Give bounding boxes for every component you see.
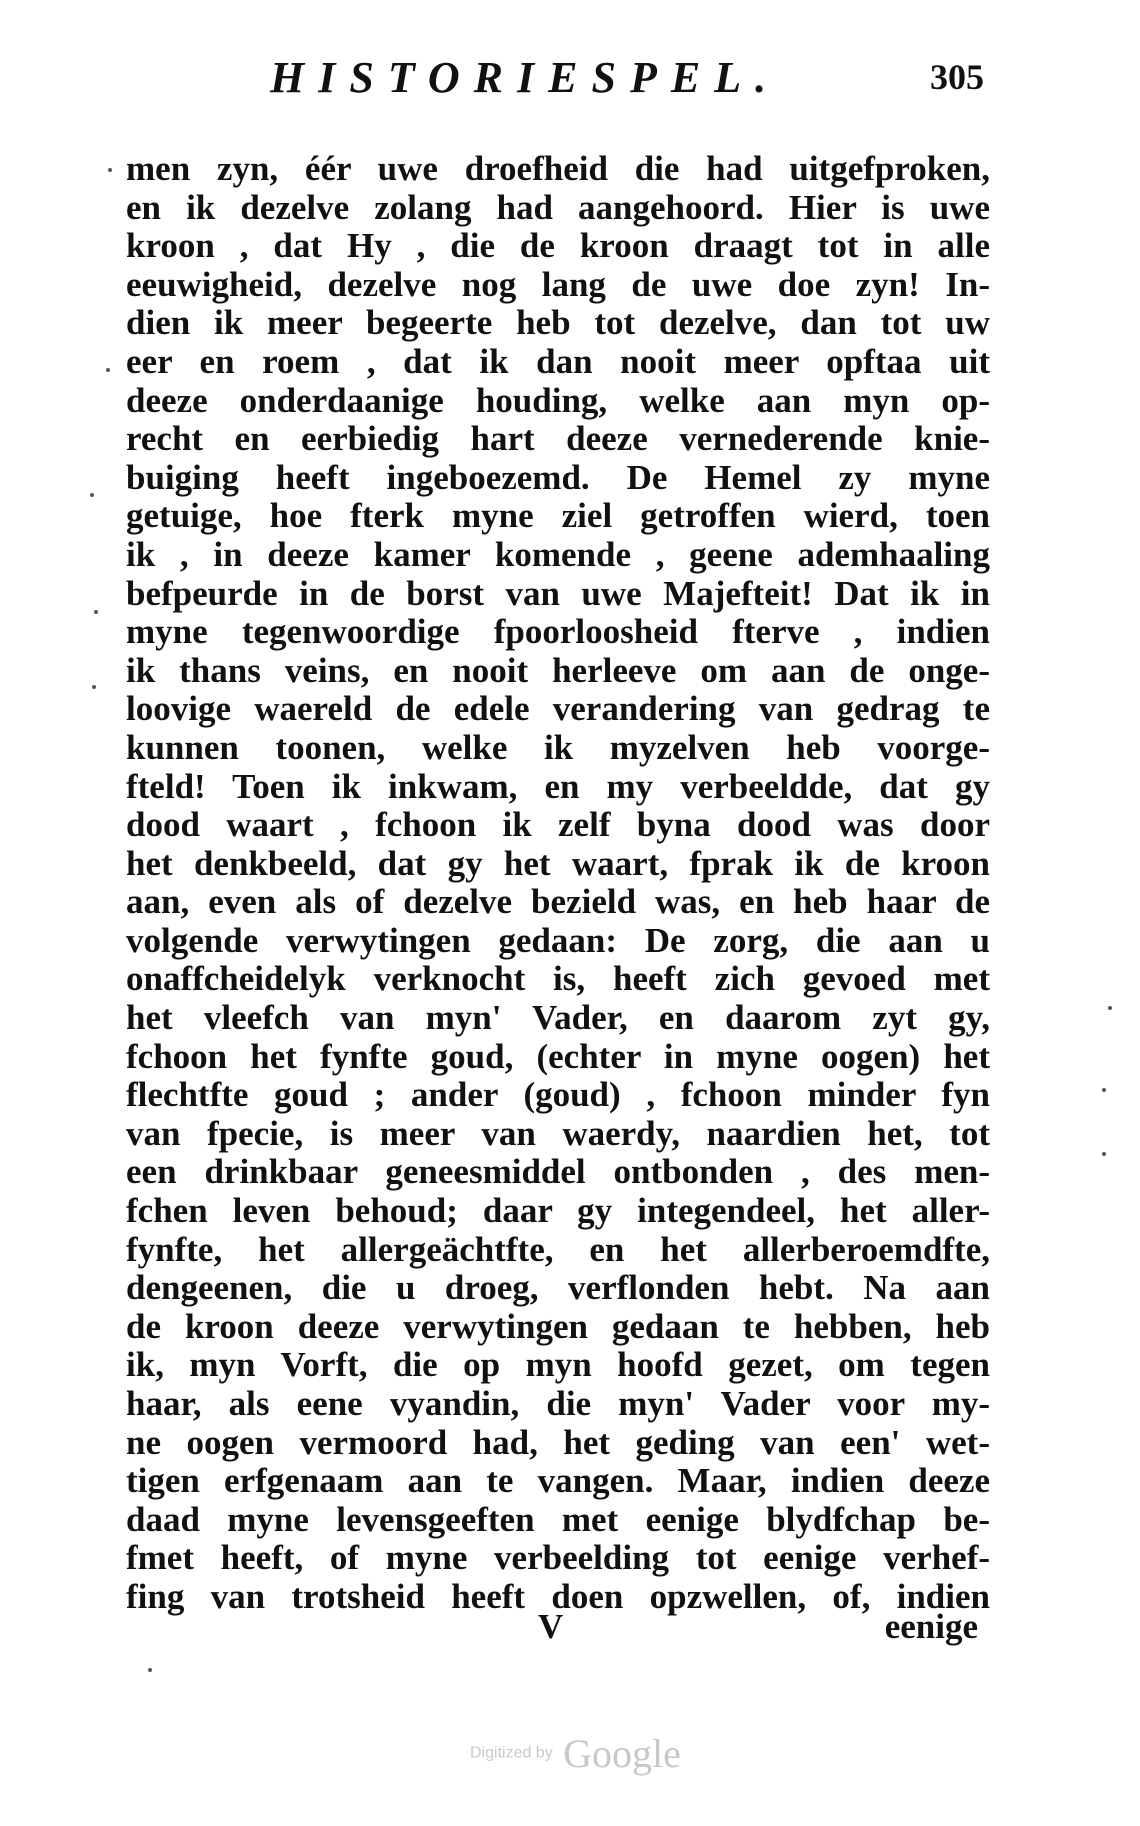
margin-speck (1108, 1006, 1112, 1010)
text-line: fing van trotsheid heeft doen opzwellen, of, indien (126, 1576, 990, 1616)
text-line: getuige, hoe fterk myne ziel getroffen wierd, toen (126, 496, 990, 536)
text-line: myne tegenwoordige fpoorloosheid fterve , indien (126, 612, 990, 652)
margin-speck (108, 168, 112, 172)
text-line: fchoon het fynfte goud, (echter in myne oogen) het (126, 1036, 990, 1076)
text-line: dien ik meer begeerte heb tot dezelve, dan tot uw (126, 303, 990, 343)
text-line: en ik dezelve zolang had aangehoord. Hier is uwe (126, 187, 990, 227)
text-line: ne oogen vermoord had, het geding van een' wet- (126, 1422, 990, 1462)
text-line: fteld! Toen ik inkwam, en my verbeeldde, dat gy (126, 766, 990, 806)
margin-speck (90, 493, 94, 497)
text-line: fmet heeft, of myne verbeelding tot eenige verhef- (126, 1538, 990, 1578)
text-line: kunnen toonen, welke ik myzelven heb voorge- (126, 727, 990, 767)
text-line: ik, myn Vorft, die op myn hoofd gezet, om tegen (126, 1345, 990, 1385)
text-line: fchen leven behoud; daar gy integendeel, het aller- (126, 1191, 990, 1231)
digitized-by-label: Digitized by (470, 1744, 553, 1762)
text-line: eer en roem , dat ik dan nooit meer opftaa uit (126, 341, 990, 381)
margin-speck (1102, 1088, 1106, 1092)
text-line: een drinkbaar geneesmiddel ontbonden , des men- (126, 1152, 990, 1192)
text-line: de kroon deeze verwytingen gedaan te hebben, heb (126, 1306, 990, 1346)
text-line: het denkbeeld, dat gy het waart, fprak ik de kroon (126, 843, 990, 883)
text-line: eeuwigheid, dezelve nog lang de uwe doe zyn! In- (126, 264, 990, 304)
body-text (126, 150, 990, 1617)
text-line: loovige waereld de edele verandering van gedrag te (126, 689, 990, 729)
signature-mark: V (538, 1607, 564, 1646)
margin-speck (148, 1668, 152, 1672)
text-line: befpeurde in de borst van uwe Majefteit! Dat ik in (126, 573, 990, 613)
text-line: recht en eerbiedig hart deeze vernederende knie- (126, 419, 990, 459)
text-line: dood waart , fchoon ik zelf byna dood was door (126, 805, 990, 845)
text-line: buiging heeft ingeboezemd. De Hemel zy myne (126, 457, 990, 497)
text-line: tigen erfgenaam aan te vangen. Maar, indien deeze (126, 1461, 990, 1501)
digitized-watermark (470, 1730, 681, 1777)
margin-speck (92, 685, 96, 689)
margin-speck (94, 610, 98, 614)
margin-speck (106, 368, 110, 372)
text-line: van fpecie, is meer van waerdy, naardien het, tot (126, 1113, 990, 1153)
text-line: onaffcheidelyk verknocht is, heeft zich gevoed met (126, 959, 990, 999)
running-title: HISTORIESPEL. (270, 53, 781, 102)
text-line: aan, even als of dezelve bezield was, en heb haar de (126, 882, 990, 922)
text-line: het vleefch van myn' Vader, en daarom zyt gy, (126, 998, 990, 1038)
text-line: men zyn, éér uwe droefheid die had uitgefproken, (126, 149, 990, 188)
text-line: kroon , dat Hy , die de kroon draagt tot in alle (126, 226, 990, 266)
running-head (270, 52, 984, 112)
text-line: fynfte, het allergeächtfte, en het allerberoemdfte, (126, 1229, 990, 1269)
text-line: dengeenen, die u droeg, verflonden hebt. Na aan (126, 1268, 990, 1308)
page-number: 305 (930, 57, 984, 97)
text-line: ik thans veins, en nooit herleeve om aan de onge- (126, 650, 990, 690)
text-line: ik , in deeze kamer komende , geene ademhaaling (126, 534, 990, 574)
google-logo: Google (563, 1731, 681, 1776)
margin-speck (1102, 1152, 1106, 1156)
text-line: flechtfte goud ; ander (goud) , fchoon minder fyn (126, 1075, 990, 1115)
text-line: haar, als eene vyandin, die myn' Vader voor my- (126, 1384, 990, 1423)
text-line: volgende verwytingen gedaan: De zorg, die aan u (126, 920, 990, 960)
page-footer-line (126, 1607, 990, 1651)
text-line: daad myne levensgeeften met eenige blydfchap be- (126, 1499, 990, 1539)
catchword: eenige (884, 1607, 978, 1646)
text-line: deeze onderdaanige houding, welke aan myn op- (126, 380, 990, 420)
